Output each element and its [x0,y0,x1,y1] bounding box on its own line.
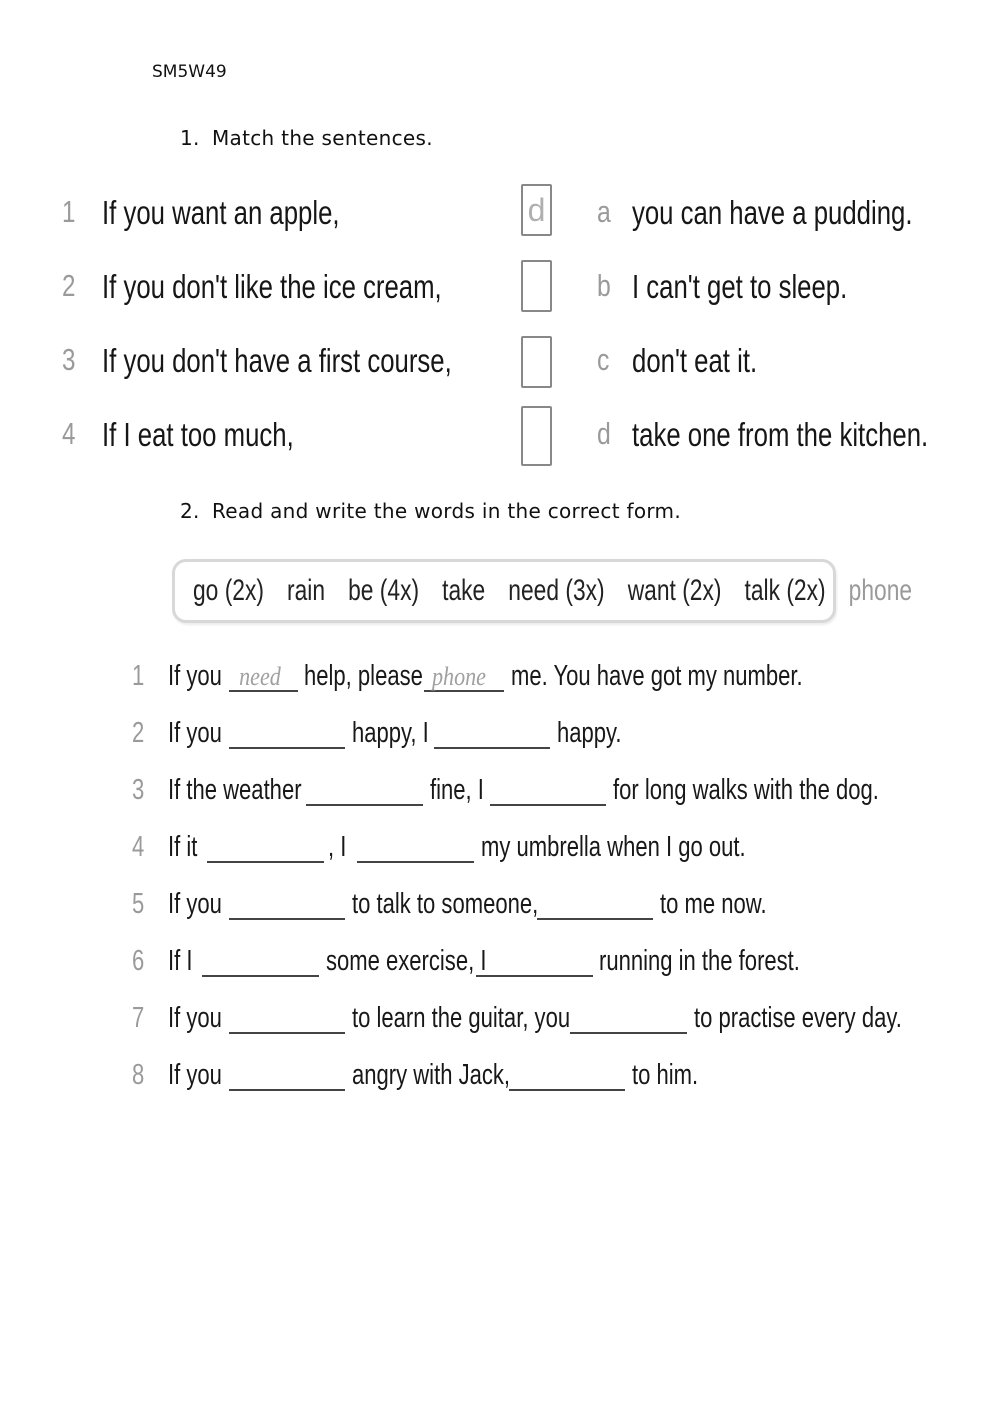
match-row [0,410,1000,470]
match-row-number: 3 [62,342,76,377]
answer-blank[interactable] [476,975,593,977]
fill-in-sentence [0,888,1000,936]
word-bank-item: be (4x) [348,574,420,607]
sentence-part: If you [168,1059,222,1091]
exercise-2-instruction [180,499,681,523]
answer-blank[interactable] [229,1032,345,1034]
fill-in-sentence [0,945,1000,993]
sentence-part: to him. [632,1059,699,1091]
match-row [0,262,1000,322]
match-option-letter: b [597,268,611,303]
sentence-number: 6 [132,945,145,977]
sentence-part: to talk to someone, [352,888,539,920]
match-sentence-end: don't eat it. [632,342,758,379]
answer-blank[interactable] [207,861,324,863]
sentence-part: happy, I [352,717,429,749]
word-bank-item: phone [848,574,913,607]
given-answer: phone [431,662,487,691]
answer-blank[interactable] [509,1089,625,1091]
sentence-part: , I [328,831,347,863]
sentence-number: 4 [132,831,145,863]
sentence-part: to me now. [660,888,767,920]
answer-blank[interactable] [490,804,606,806]
word-bank-item: take [442,574,486,607]
sentence-part: to learn the guitar, you [352,1002,571,1034]
answer-blank[interactable] [306,804,423,806]
match-answer-box[interactable] [521,184,552,236]
match-sentence-end: take one from the kitchen. [632,416,929,453]
match-answer-box[interactable] [521,406,552,466]
answer-blank[interactable] [202,975,319,977]
match-option-letter: d [597,416,611,451]
exercise-2-number: 2. [180,499,200,523]
sentence-number: 1 [132,660,145,692]
sentence-part: me. You have got my number. [511,660,803,692]
match-row-number: 4 [62,416,76,451]
answer-blank[interactable] [229,918,345,920]
sentence-part: for long walks with the dog. [613,774,879,806]
word-bank-item: need (3x) [508,574,605,607]
fill-in-sentence [0,774,1000,822]
worksheet-code: SM5W49 [152,62,227,82]
sentence-number: 8 [132,1059,145,1091]
word-bank-item: go (2x) [193,574,264,607]
match-row-number: 1 [62,194,76,229]
match-row [0,336,1000,396]
sentence-part: If you [168,1002,222,1034]
exercise-1-text: Match the sentences. [212,126,433,150]
answer-blank[interactable] [229,1089,345,1091]
match-row [0,188,1000,248]
given-answer: need [239,662,281,691]
fill-in-sentence [0,717,1000,765]
match-sentence-end: I can't get to sleep. [632,268,848,305]
match-answer-box[interactable] [521,336,552,388]
sentence-number: 5 [132,888,145,920]
answer-blank[interactable] [357,861,474,863]
fill-in-sentence [0,660,1000,708]
match-sentence-start: If you don't like the ice cream, [102,268,442,305]
answer-blank[interactable] [229,747,345,749]
match-sentence-end: you can have a pudding. [632,194,913,231]
match-answer-box[interactable] [521,260,552,312]
match-row-number: 2 [62,268,76,303]
word-bank-item: talk (2x) [744,574,826,607]
fill-in-sentence [0,831,1000,879]
sentence-number: 3 [132,774,145,806]
match-sentence-start: If you want an apple, [102,194,340,231]
fill-in-sentence [0,1059,1000,1107]
sentence-part: running in the forest. [599,945,800,977]
answer-blank[interactable] [537,918,653,920]
word-bank-item: rain [287,574,326,607]
sentence-part: angry with Jack, [352,1059,511,1091]
sentence-part: some exercise, I [326,945,487,977]
sentence-part: fine, I [430,774,484,806]
match-option-letter: c [597,342,610,377]
exercise-2-text: Read and write the words in the correct form. [212,499,681,523]
exercise-1-instruction [180,126,433,150]
sentence-part: If it [168,831,198,863]
sentence-part: help, please [304,660,423,692]
match-option-letter: a [597,194,611,229]
word-bank [172,559,913,623]
sentence-part: to practise every day. [694,1002,902,1034]
sentence-part: If the weather [168,774,302,806]
answer-blank[interactable] [434,747,550,749]
sentence-part: happy. [557,717,622,749]
word-bank-item: want (2x) [627,574,722,607]
sentence-part: If you [168,660,222,692]
match-sentence-start: If I eat too much, [102,416,294,453]
fill-in-sentence [0,1002,1000,1050]
sentence-part: If you [168,888,222,920]
sentence-part: If you [168,717,222,749]
answer-blank[interactable] [570,1032,687,1034]
sentence-part: my umbrella when I go out. [481,831,746,863]
sentence-number: 7 [132,1002,145,1034]
match-answer: d [527,192,546,228]
match-sentence-start: If you don't have a first course, [102,342,452,379]
sentence-number: 2 [132,717,145,749]
exercise-1-number: 1. [180,126,200,150]
sentence-part: If I [168,945,193,977]
